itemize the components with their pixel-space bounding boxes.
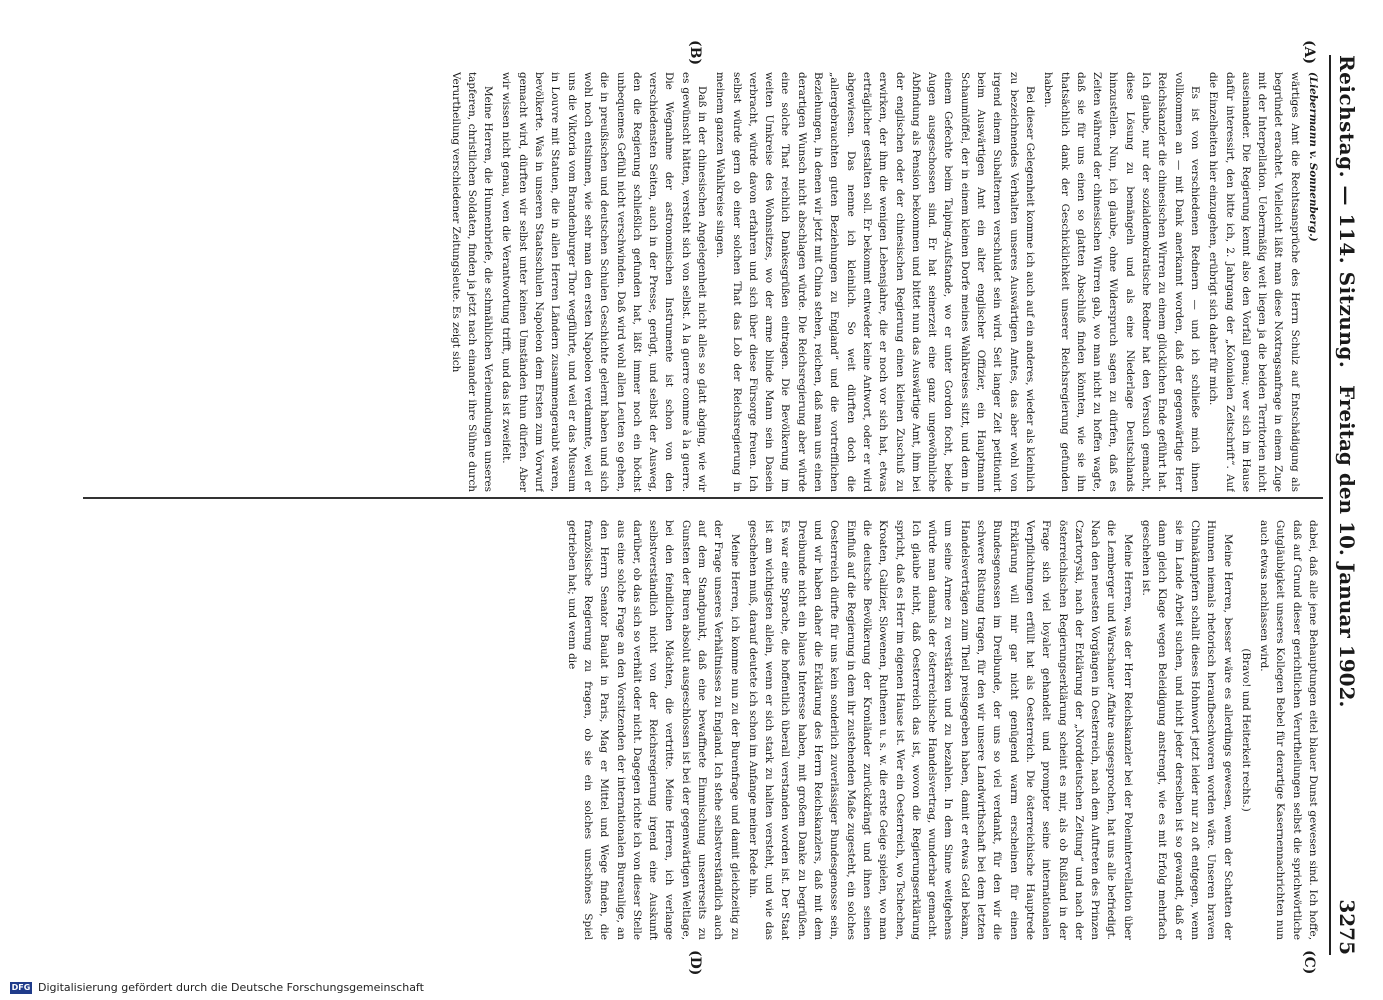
- margin-mark-c: (C): [1301, 950, 1317, 975]
- page-header: [1331, 55, 1365, 955]
- margin-mark-d: (D): [687, 950, 703, 976]
- header-rule: [1329, 55, 1331, 955]
- paragraph: Meine Herren, was der Herr Reichskanzler bei der Polenintervellation über die Lemberger und Warschauer Affaire ausgesprochen, hat uns alle befriedigt. Nach den neuesten Vorgängen in Oesterreich, nach dem Auftreten des Prinzen Czartoryski, nach der Erklärung der „Norddeutschen Zeitung“ und nach der österreichischen Regierungserklärung scheint es mir, als ob Rußland in der Frage sich viel loyaler gehandelt und prompter seine internationalen Verpflichtungen erfüllt hat als Oesterreich. Die österreichische Hauptrede Erklärung will mir gar nicht genügend warm erscheinen für einen Bundesgenossen im Dreibunde, der uns so viel verdankt, für den wir die schwere Rüstung tragen, für den wir unsere Landwirthschaft bei dem letzten Handelsverträgen zum Theil preisgegeben haben, damit er etwas Geld bekam, um seine Armee zu verstärken und zu bezahlen. In dem Sinne weitgehens würde man damals der österreichische Handelsvertrag, wunderbar gemacht. Ich glaube nicht, daß Oesterreich das ist, wovon die Regierungserklärung spricht, daß es Herr im eigenen Hause ist. Wer ein Oesterreich, wo Tschechen, Kroaten, Galizier, Slowenen, Ruthenen u. s. w. die erste Geige spielen, wo man die deutsche Bevölkerung der Kronländer zurückdrängt und ihnen seinen Einfluß auf die Regierung in dem ihr zustehenden Maße zugesteht, ein solches Oesterreich dürfte für uns kein sonderlich zuverlässiger Bundesgenosse sein, und wir haben daher die Erklärung des Herrn Reichskanzlers, daß mit dem Dreibunde nicht ein blaues Interesse haben, mit großem Danke zu begrüßen. Es war eine Sprache, die hoffentlich überall verstanden worden ist. Der Staat ist am wichtigsten allein, wenn er sich stark zu halten versteht, und wie das geschehen muß, darauf deutete ich schon im Anfange meiner Rede hin.: [746, 520, 1134, 940]
- left-column: [81, 72, 1321, 492]
- session-date: Freitag den 10. Januar 1902.: [1335, 385, 1359, 708]
- interjection: (Bravo! und Heiterkeit rechts.): [1239, 648, 1252, 812]
- paragraph: Es ist von verschiedenen Rednern — und ich schließe mich ihnen vollkommen an — mit Dank anerkannt worden, daß der gegenwärtige Herr Reichskanzler die chinesischen Wirren zu einem glücklichen Ende geführt hat. Ich glaube, nur der sozialdemokratische Redner hat den Versuch gemacht, diese Lösung zu bemängeln und als eine Niederlage Deutschlands hinzustellen. Nun, ich glaube, ohne Widerspruch sagen zu dürfen, daß es Zeiten während der chinesischen Wirren gab, wo man nicht zu hoffen wagte, daß sie für uns einen so glatten Abschluß finden könnten, wie sie ihn thatsächlich dank der Geschicklichkeit unserer Reichsregierung gefunden haben.: [1042, 72, 1201, 492]
- page-number: 3275: [1335, 899, 1359, 955]
- paragraph: Meine Herren, die Hunnenbriefe, die schmählichen Verleumdungen unseres tapferen, christlichen Soldaten, finden ja jetzt nach einander ihre Sühne durch Verurtheilung verschiedener Zeitungsleute. Es zeigt sich: [449, 72, 495, 492]
- paragraph: Daß in der chinesischen Angelegenheit nicht alles so glatt abging, wie wir es gewünscht hätten, versteht sich von selbst. A la guerre comme à la guerre. Die Wegnahme der astronomischen Instrumente ist schon von den verschiedensten Seiten, auch in der Presse, gerügt, und selbst der Ausweg, den die Regierung schließlich gefunden hat, läßt immer noch ein höchst unbequemes Gefühl nicht verschwinden. Daß wird wohl allen Leuten so gehen, die in preußischen und deutschen Schulen Geschichte gelernt haben und sich wohl noch entsinnen, wie sehr man den ersten Napoleon verdammte, weil er uns die Viktoria vom Brandenburger Thor wegführte, und weil er das Museum in Louvre mit Statuen, die in allen Herren Ländern zusammengeraubt waren, bevölkerte. Was in unseren Staatsschulen Napoleon dem Ersten zum Vorwurf gemacht wird, dürften wir selbst unter keinen Umständen thun dürfen. Aber wir wissen nicht genau, wen die Verantwortung trifft, und das ist zweifelt.: [500, 72, 709, 492]
- paragraph: Meine Herren, besser wäre es allerdings gewesen, wenn der Schatten der Hunnen niemals rhetorisch heraufbeschworen worden wäre. Unseren braven Chinakämpfern schallt dieses Hohnwort jetzt leider nur zu oft entgegen, wenn sie im Lande Arbeit suchen, und nicht jeder derselben ist so gewandt, daß er dann gleich Klage wegen Beleidigung anstrengt, wie es mit Erfolg mehrfach geschehen ist.: [1140, 520, 1234, 940]
- margin-mark-a: (A): [1301, 40, 1317, 65]
- right-column: [81, 520, 1321, 940]
- margin-mark-b: (B): [687, 40, 703, 66]
- paragraph: Bei dieser Gelegenheit komme ich auch auf ein anderes, wieder als kleinlich zu bezeichnendes Verhalten unseres Auswärtigen Amtes, das aber wohl von irgend einem Subalternen verschuldet sein wird. Seit langer Zeit petitionirt beim Auswärtigen Amt ein alter englischer Offizier, ein Hauptmann Schaumlöffel, der in einem kleinen Dorfe meines Wahlkreises sitzt, und dem in einem Gefechte beim Taiping-Aufstande, wo er unter Gordon focht, beide Augen ausgeschossen sind. Er hat seinerzeit eine ganz ungewöhnliche Abfindung als Pension bekommen und bittet nun das Auswärtige Amt, ihm bei der englischen oder der chinesischen Regierung einen kleinen Zuschuß zu erwirken, der ihm die wenigen Lebensjahre, die er noch vor sich hat, etwas erträglicher gestalten soll. Er bekommt entweder keine Antwort, oder er wird abgewiesen. Das nenne ich kleinlich. So weit dürften doch die „allergebrauchten guten Beziehungen zu England“ und die vortrefflichen Beziehungen, in denen wir jetzt mit China stehen, reichen, daß man uns einen derartigen Wunsch nicht abschlagen würde. Die Reichsregierung aber würde eine solche That reichlich Dankesgrüßen eintragen. Die Bevölkerung im weiten Umkreise des Wohnsitzes, wo der arme blinde Mann sein Dasein verbracht, würde davon erfahren und sich über diese Fürsorge freuen. Ich selbst würde gern ob einer solchen That das Lob der Reichsregierung in meinem ganzen Wahlkreise singen.: [714, 72, 1036, 492]
- paragraph: Meine Herren, ich komme nun zu der Burenfrage und damit gleichzeitig zu der Frage unseres Verhältnisses zu England. Ich stehe selbstverständlich auch auf dem Standpunkt, daß eine bewaffnete Einmischung unsererseits zu Gunsten der Buren absolut ausgeschlossen ist bei der gegenwärtigen Weltlage, bei den feindlichen Mächten, die vertritte. Meine Herren, ich verlange selbstverständlich nicht von der Reichsregierung irgend eine Auskunft darüber, ob das sich so verhält oder nicht. Dagegen richte ich von dieser Stelle aus eine solche Frage an den Vorsitzenden der internationalen Bureaulige, an den Herrn Senator Baulat in Paris, Mag er Mittel und Wege finden, die französische Regierung zu fragen, ob sie ein solches unschönes Spiel getrieben hat; und wenn die: [565, 520, 741, 940]
- digitization-credit: [10, 981, 424, 994]
- credit-text: Digitalisierung gefördert durch die Deutsche Forschungsgemeinschaft: [38, 981, 424, 994]
- dfg-logo-icon: DFG: [11, 982, 31, 992]
- column-divider: [83, 497, 1323, 499]
- speaker-name: (Liebermann v. Sonnenberg.): [1307, 72, 1319, 242]
- session-title: Reichstag. — 114. Sitzung.: [1335, 55, 1359, 369]
- paragraph: dabei, daß alle jene Behauptungen eitel blauer Dunst gewesen sind. Ich hoffe, daß auf Grund dieser gerichtlichen Verurtheilungen selbst die sprichwörtliche Gutgläubigkeit unseres Kollegen Bebel für derartige Kasernennachrichten nun auch etwas nachlassen wird.: [1258, 520, 1319, 940]
- paragraph: wärtiges Amt die Rechtsansprüche des Herrn Schulz auf Entschädigung als begründet erachtet. Vielleicht läßt man diese Noxtragsanfrage in einem Zuge mit der Interpellation. Uebermäßig weit liegen ja die beiden Territorien nicht auseinander. Die Regierung kennt also den Vorfall genau; wer sich im Hause dafür interessirt, den bitte ich, 2. Jahrgang der „Kolonialen Zeitschrift“. Auf die Einzelheiten hier einzugehen, erübrigt sich daher für mich.: [1207, 72, 1301, 492]
